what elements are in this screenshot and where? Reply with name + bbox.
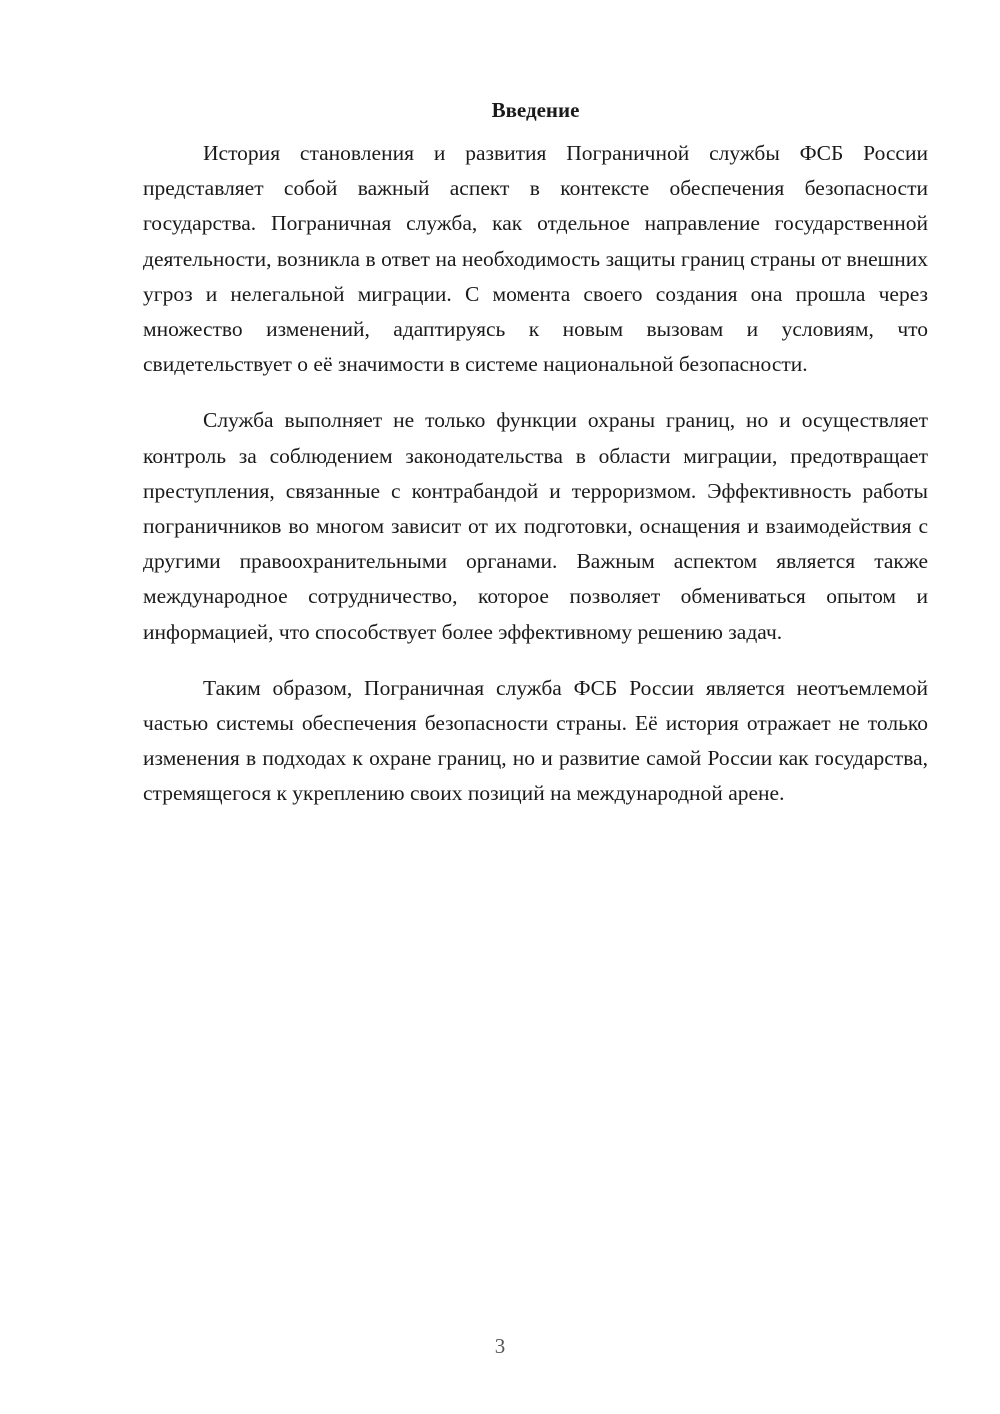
page-number: 3 xyxy=(494,1334,506,1358)
page-content xyxy=(143,93,928,833)
paragraph: История становления и развития Пограничной службы ФСБ России представляет собой важный аспект в контексте обеспечения безопасности государства. Пограничная служба, как отдельное направление государственной деятельности, возникла в ответ на необходимость защиты границ страны от внешних угроз и нелегальной миграции. С момента своего создания она прошла через множество изменений, адаптируясь к новым вызовам и условиям, что свидетельствует о её значимости в системе национальной безопасности. xyxy=(143,141,928,377)
section-heading: Введение xyxy=(491,98,580,122)
paragraph: Служба выполняет не только функции охраны границ, но и осуществляет контроль за соблюдением законодательства в области миграции, предотвращает преступления, связанные с контрабандой и терроризмом. Эффективность работы пограничников во многом зависит от их подготовки, оснащения и взаимодействия с другими правоохранительными органами. Важным аспектом является также международное сотрудничество, которое позволяет обмениваться опытом и информацией, что способствует более эффективному решению задач. xyxy=(143,408,928,644)
paragraph: Таким образом, Пограничная служба ФСБ России является неотъемлемой частью системы обеспечения безопасности страны. Её история отражает не только изменения в подходах к охране границ, но и развитие самой России как государства, стремящегося к укреплению своих позиций на международной арене. xyxy=(143,675,928,806)
